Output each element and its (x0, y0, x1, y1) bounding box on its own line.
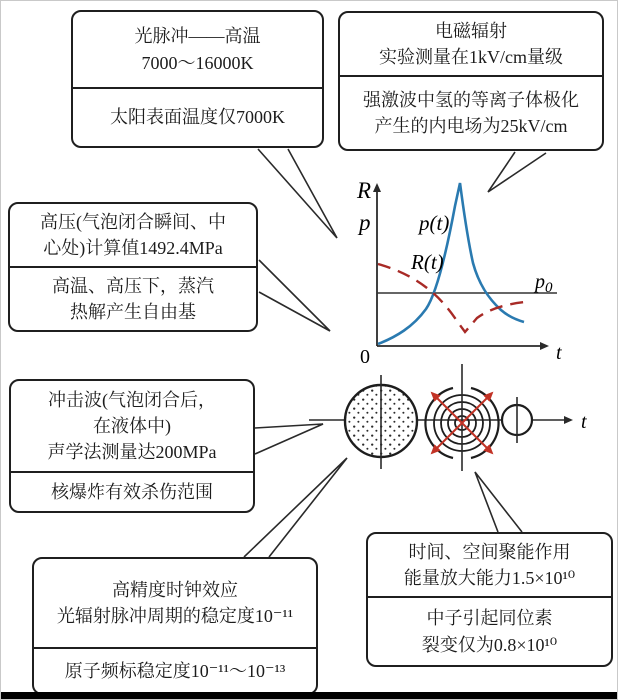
text-line: 在液体中) (93, 415, 171, 436)
annotation-box-shock-wave (9, 379, 255, 513)
connector-energy-focus (475, 472, 522, 532)
text-line: 核爆炸有效杀伤范围 (51, 481, 213, 502)
annotation-box-light-pulse (71, 10, 324, 148)
plot-y-label-R: R (357, 178, 372, 203)
text-line: 时间、空间聚能作用 (408, 541, 571, 562)
radius-curve-label: R(t) (411, 250, 444, 274)
annotation-box-high-pressure (8, 202, 258, 332)
text-line: 心处)计算值1492.4MPa (43, 238, 223, 258)
connector-shock-wave (255, 424, 323, 454)
plot-y-label-p: p (359, 210, 371, 235)
text-line: 冲击波(气泡闭合后， (48, 389, 216, 410)
text-line: 高压(气泡闭合瞬间、中 (40, 211, 226, 232)
text-line: 电磁辐射 (435, 20, 507, 41)
rp-plot (356, 178, 562, 368)
text-line: 热解产生自由基 (70, 302, 196, 322)
text-line: 太阳表面温度仅7000K (110, 107, 285, 128)
text-line: 实验测量在1kV/cm量级 (379, 47, 563, 67)
bottom-border-bar (1, 692, 617, 699)
connector-light-pulse (258, 149, 337, 238)
text-line: 强激波中氢的等离子体极化 (363, 89, 579, 110)
pressure-curve (378, 183, 524, 344)
text-line: 光脉冲——高温 (134, 26, 261, 47)
connector-high-pressure (259, 260, 330, 331)
text-line: 中子引起同位素 (426, 608, 553, 629)
text-line: 高精度时钟效应 (112, 579, 238, 600)
text-line: 产生的内电场为25kV/cm (374, 116, 568, 136)
ambient-pressure-sub: 0 (545, 280, 553, 296)
text-line: 声学法测量达200MPa (47, 442, 217, 463)
annotation-box-energy-focus (366, 532, 613, 667)
plot-origin-label: 0 (360, 346, 370, 368)
annotation-box-em-radiation (338, 11, 604, 151)
text-line: 裂变仅为0.8×10¹⁰ (421, 634, 558, 655)
connector-em-radiation (488, 152, 546, 192)
text-line: 高温、高压下，蒸汽 (52, 275, 214, 296)
text-line: 原子频标稳定度10⁻¹¹～10⁻¹³ (64, 660, 286, 681)
pressure-curve-label: p(t) (419, 211, 450, 235)
text-line: 能量放大能力1.5×10¹⁰ (403, 568, 576, 588)
ambient-pressure-label (533, 271, 553, 296)
radius-curve (378, 264, 525, 332)
connector-clock-effect (244, 458, 347, 557)
ambient-pressure-base: p (535, 271, 545, 293)
plot-x-label: t (556, 342, 562, 364)
text-line: 光辐射脉冲周期的稳定度10⁻¹¹ (56, 606, 294, 626)
text-line: 7000～16000K (141, 52, 254, 73)
bubble-evolution (309, 364, 587, 471)
time-axis-label: t (581, 411, 587, 433)
annotation-box-clock-effect (32, 557, 318, 695)
